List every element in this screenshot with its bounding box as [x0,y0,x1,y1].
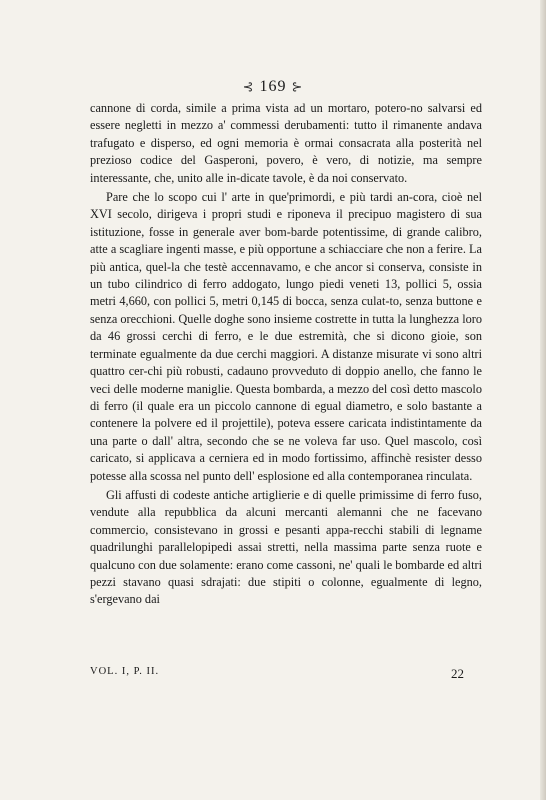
page-header [0,78,546,96]
ornament-right-icon: ⊱ [291,79,304,94]
page-footer [90,666,482,682]
page-edge [540,0,546,800]
ornament-left-icon: ⊰ [242,79,255,94]
page-number: 169 [259,78,287,95]
body-text [90,100,482,611]
paragraph: Gli affusti di codeste antiche artiglierie e di quelle primissime di ferro fuso, vendute alla repubblica da alcuni mercanti alemanni che ne facevano commercio, consistevano in grossi e pesanti appa-recchi stabili di legname quadrilunghi parallelopipedi assai stretti, nella massima parte senza ruote e qualcuno con due solamente: erano come cassoni, ne' quali le bombarde ed altri pezzi stavano quasi sdrajati: due stipiti o colonne, egualmente di legno, s'ergevano dai [90,487,482,607]
paragraph: Pare che lo scopo cui l' arte in que'primordi, e più tardi an-cora, cioè nel XVI secolo, dirigeva i propri studi e riponeva il precipuo magistero di sua istituzione, fosse in generale aver bom-barde potentissime, di grande calibro, atte a scagliare ingenti masse, e più opportune a schiacciare che non a ferire. La più antica, quel-la che testè accennavamo, e che ancor si conserva, consiste in un tubo cilindrico di ferro addogato, lungo piedi veneti 13, pollici 5, ossia metri 4,660, con pollici 5, metri 0,145 di bocca, senza culat-to, senza buttone e senza orecchioni. Quelle doghe sono insieme costrette in tutta la lunghezza loro da 46 grossi cerchi di ferro, e le due estremità, che si dicono gioie, son terminate egualmente da due cerchi maggiori. A distanze misurate vi sono altri quattro cer-chi più robusti, cadauno provveduto di doppio anello, che fanno le veci delle moderne maniglie. Questa bombarda, a mezzo del così detto mascolo di ferro (il quale era un piccolo cannone di egual diametro, e solo bastante a contenere la polvere ed il projettile), poteva essere caricata indistintamente da una parte o dall' altra, secondo che se ne voleva far uso. Quel mascolo, così caricato, si applicava a cerniera ed in modo fortissimo, affinchè resister desso potesse alla scossa nel punto dell' esplosione ed alla contemporanea rinculata. [90,190,482,483]
sheet-number: 22 [451,666,464,681]
paragraph: cannone di corda, simile a prima vista ad un mortaro, potero-no salvarsi ed essere negletti in mezzo a' commessi derubamenti: tutto il rimanente andava trafugato e disperso, ed ogni memoria è ormai consacrata alla posterità nel prezioso codice del Gasperoni, povero, è vero, di notizie, ma sempre interessante, che, unito alle in-dicate tavole, è da noi conservato. [90,101,482,185]
volume-signature: VOL. I, P. II. [90,666,160,677]
